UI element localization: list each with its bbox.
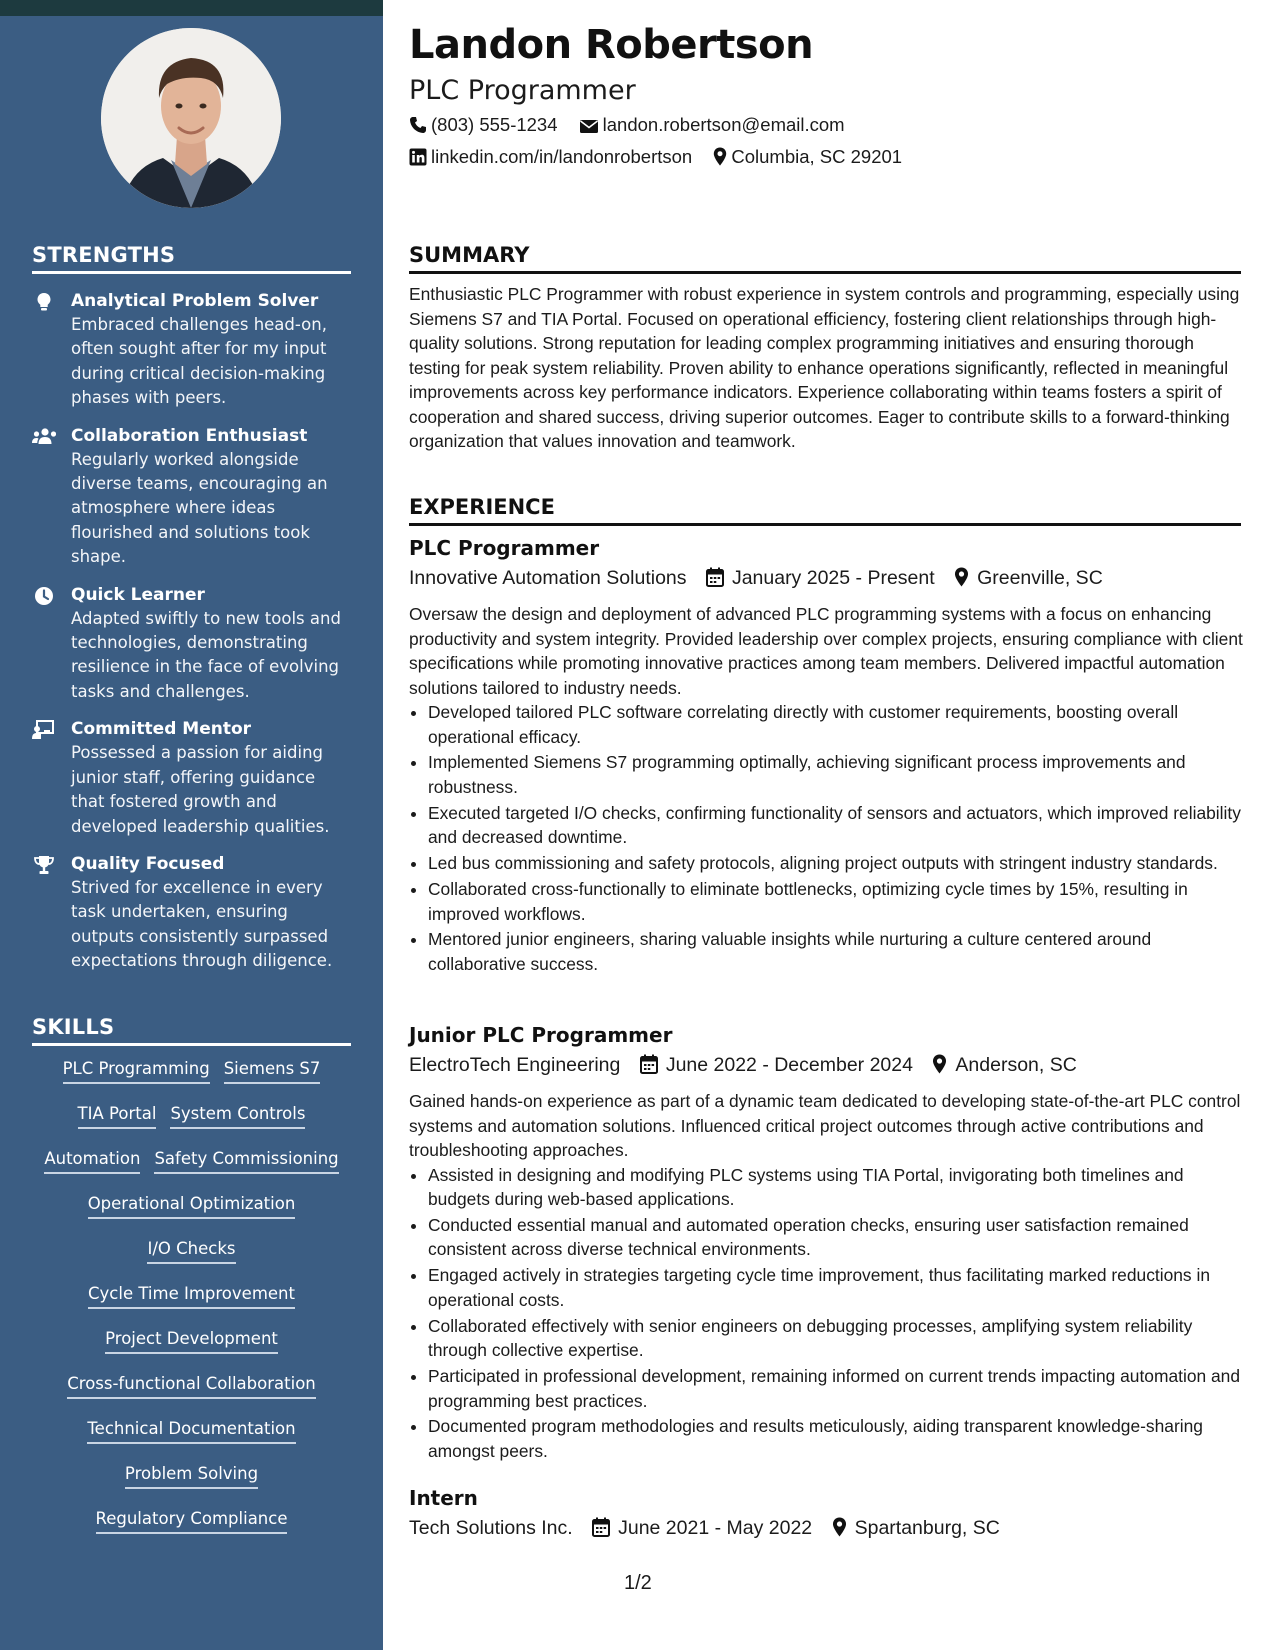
job-meta xyxy=(409,1517,1014,1540)
sidebar xyxy=(0,0,383,1650)
map-pin-icon xyxy=(713,147,727,166)
skill-tag: Project Development xyxy=(105,1328,278,1354)
location-text: Columbia, SC 29201 xyxy=(731,146,903,167)
strength-description: Possessed a passion for aiding junior staff, offering guidance that fostered growth and developed leadership qualities. xyxy=(71,743,330,836)
calendar-icon xyxy=(706,567,724,587)
job-location xyxy=(932,1054,1076,1077)
strength-item xyxy=(30,583,350,705)
job-dates xyxy=(706,567,935,590)
strength-description: Regularly worked alongside diverse teams, encouraging an atmosphere where ideas flourished and solutions took shape. xyxy=(71,449,328,567)
profile-photo xyxy=(101,28,281,208)
map-pin-icon xyxy=(832,1517,847,1537)
job-title: Intern xyxy=(409,1486,478,1510)
list-item: • Mentored junior engineers, sharing valuable insights while nurturing a culture centered around collaborative success. xyxy=(428,927,1243,976)
strength-item xyxy=(30,717,350,839)
job-location-text: Spartanburg, SC xyxy=(854,1517,1000,1539)
skill-tag: TIA Portal xyxy=(78,1103,157,1129)
job-company: Innovative Automation Solutions xyxy=(409,567,687,589)
strengths-heading: STRENGTHS xyxy=(32,243,351,274)
job-body xyxy=(409,1089,1243,1465)
skill-tag: Operational Optimization xyxy=(88,1193,296,1219)
list-item: • Assisted in designing and modifying PLC systems using TIA Portal, invigorating both timelines and budgets during web-based applications. xyxy=(428,1163,1243,1212)
page-number: 1/2 xyxy=(624,1572,652,1594)
skills-heading: SKILLS xyxy=(32,1015,351,1046)
strength-title: Quick Learner xyxy=(71,584,205,605)
teacher-icon xyxy=(31,720,55,740)
location-contact xyxy=(713,146,902,168)
sidebar-top-bar xyxy=(0,0,383,16)
job-title: PLC Programmer xyxy=(409,536,600,560)
linkedin-icon xyxy=(409,148,427,166)
map-pin-icon xyxy=(954,567,969,587)
skill-tag: Regulatory Compliance xyxy=(96,1508,288,1534)
job-location-text: Anderson, SC xyxy=(955,1054,1077,1076)
job-location xyxy=(832,1517,1000,1540)
candidate-name: Landon Robertson xyxy=(409,22,814,68)
skill-tag: PLC Programming xyxy=(63,1058,210,1084)
skills-list xyxy=(30,1058,353,1553)
trophy-icon xyxy=(33,855,55,875)
job-body xyxy=(409,602,1243,978)
skill-tag: Safety Commissioning xyxy=(154,1148,338,1174)
list-item: • Led bus commissioning and safety protocols, aligning project outputs with stringent industry standards. xyxy=(428,851,1243,876)
job-bullets xyxy=(409,1163,1243,1464)
linkedin-text: linkedin.com/in/landonrobertson xyxy=(431,146,693,167)
email-contact[interactable] xyxy=(579,114,845,136)
list-item: • Collaborated effectively with senior engineers on debugging processes, amplifying system reliability through collective expertise. xyxy=(428,1314,1243,1363)
summary-heading: SUMMARY xyxy=(409,243,1241,274)
job-dates-text: January 2025 - Present xyxy=(731,567,935,589)
strength-description: Embraced challenges head-on, often sought after for my input during critical decision-making phases with peers. xyxy=(71,315,327,408)
list-item: • Implemented Siemens S7 programming optimally, achieving significant process improvements and robustness. xyxy=(428,750,1243,799)
job-dates xyxy=(592,1517,812,1540)
experience-heading: EXPERIENCE xyxy=(409,495,1241,526)
envelope-icon xyxy=(579,118,599,134)
job-meta xyxy=(409,567,1117,590)
list-item: • Developed tailored PLC software correlating directly with customer requirements, boosting overall operational efficacy. xyxy=(428,700,1243,749)
job-bullets xyxy=(409,700,1243,976)
clock-icon xyxy=(33,586,55,606)
list-item: • Engaged actively in strategies targeting cycle time improvement, thus facilitating marked reductions in operational costs. xyxy=(428,1263,1243,1312)
skill-tag: System Controls xyxy=(170,1103,305,1129)
skill-tag: Siemens S7 xyxy=(224,1058,321,1084)
phone-icon xyxy=(409,116,427,134)
strength-description: Strived for excellence in every task undertaken, ensuring outputs consistently surpassed expectations through diligence. xyxy=(71,877,333,971)
summary-text: Enthusiastic PLC Programmer with robust experience in system controls and programming, especially using Siemens S7 and TIA Portal. Focused on operational efficiency, fostering client relationships through high-quality solutions. Strong reputation for leading complex programming initiatives and ensuring thorough testing for peak system reliability. Proven ability to enhance operations significantly, reflected in meaningful improvements across key performance indicators. Experience collaborating within teams fosters a spirit of cooperation and shared success, driving superior outcomes. Eager to contribute skills to a forward-thinking organization that values innovation and teamwork. xyxy=(409,284,1240,451)
map-pin-icon xyxy=(932,1054,947,1074)
list-item: • Collaborated cross-functionally to eliminate bottlenecks, optimizing cycle times by 15%, resulting in improved workflows. xyxy=(428,877,1243,926)
strength-title: Analytical Problem Solver xyxy=(71,291,319,311)
contact-row xyxy=(409,146,918,168)
strength-title: Committed Mentor xyxy=(71,719,252,740)
strength-description: Adapted swiftly to new tools and technologies, demonstrating resilience in the face of evolving tasks and challenges. xyxy=(71,608,341,701)
calendar-icon xyxy=(640,1054,658,1074)
skill-tag: Automation xyxy=(44,1148,140,1174)
skill-tag: Technical Documentation xyxy=(87,1418,295,1444)
list-item: • Participated in professional development, remaining informed on current trends impacting automation and programming best practices. xyxy=(428,1364,1243,1413)
linkedin-contact[interactable] xyxy=(409,146,692,168)
phone-contact[interactable] xyxy=(409,114,558,136)
strength-item xyxy=(30,852,350,974)
skill-tag: Problem Solving xyxy=(125,1463,258,1489)
lightbulb-icon xyxy=(33,292,55,312)
strength-title: Collaboration Enthusiast xyxy=(71,425,308,446)
job-meta xyxy=(409,1054,1091,1077)
candidate-title: PLC Programmer xyxy=(409,75,636,106)
job-description: Oversaw the design and deployment of advanced PLC programming systems with a focus on enhancing productivity and system integrity. Provided leadership over complex projects, ensuring compliance with client specifications while promoting innovative practices among team members. Delivered impactful automation solutions tailored to industry needs. xyxy=(409,604,1243,698)
list-item: • Executed targeted I/O checks, confirming functionality of sensors and actuators, which improved reliability and decreased downtime. xyxy=(428,801,1243,850)
job-company: ElectroTech Engineering xyxy=(409,1054,621,1076)
job-description: Gained hands-on experience as part of a dynamic team dedicated to developing state-of-the-art PLC control systems and automation solutions. Influenced critical project outcomes through active contributions and troubleshooting approaches. xyxy=(409,1091,1241,1160)
contact-row xyxy=(409,114,861,136)
skill-tag: Cross-functional Collaboration xyxy=(67,1373,316,1399)
calendar-icon xyxy=(592,1517,610,1537)
email-text: landon.robertson@email.com xyxy=(602,114,845,135)
skill-tag: Cycle Time Improvement xyxy=(88,1283,295,1309)
strength-item xyxy=(30,289,350,411)
job-location xyxy=(954,567,1103,590)
job-dates xyxy=(640,1054,913,1077)
job-location-text: Greenville, SC xyxy=(977,567,1103,589)
strength-item xyxy=(30,424,350,570)
job-title: Junior PLC Programmer xyxy=(409,1023,673,1047)
job-dates-text: June 2022 - December 2024 xyxy=(665,1054,913,1076)
strength-title: Quality Focused xyxy=(71,853,225,874)
job-company: Tech Solutions Inc. xyxy=(409,1517,573,1539)
strengths-list xyxy=(30,289,350,987)
skill-tag: I/O Checks xyxy=(147,1238,235,1264)
phone-text: (803) 555-1234 xyxy=(431,114,558,135)
job-dates-text: June 2021 - May 2022 xyxy=(618,1517,813,1539)
list-item: • Conducted essential manual and automated operation checks, ensuring user satisfaction remained consistent across diverse technical environments. xyxy=(428,1213,1243,1262)
users-icon xyxy=(30,427,56,447)
list-item: • Documented program methodologies and results meticulously, aiding transparent knowledge-sharing amongst peers. xyxy=(428,1414,1243,1463)
